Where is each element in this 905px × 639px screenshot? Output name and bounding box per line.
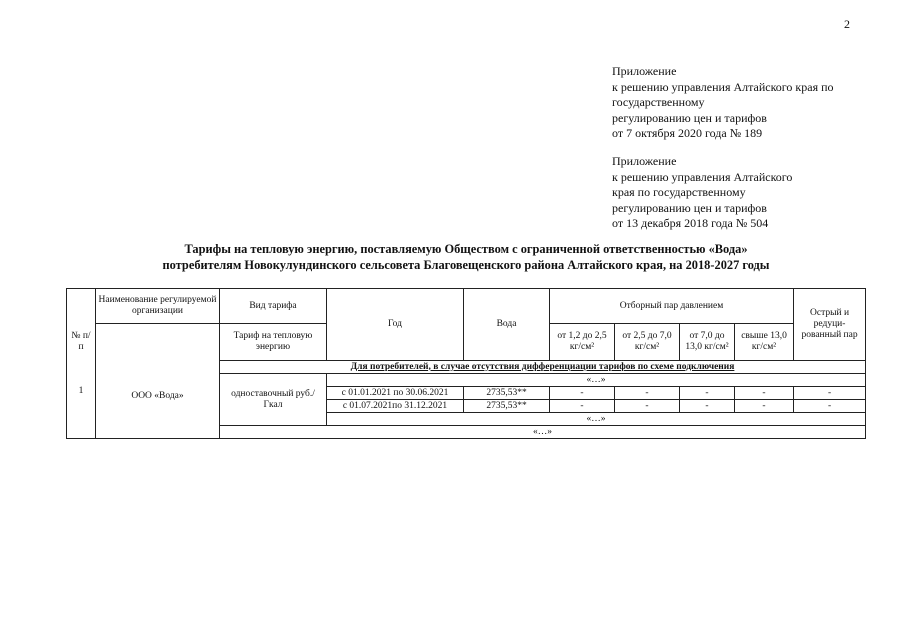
steam-2-cell: -	[615, 400, 680, 413]
section-heading: Для потребителей, в случае отсутствия дифференциации тарифов по схеме подключения	[220, 361, 866, 374]
header-steam-group: Отборный пар давлением	[550, 289, 794, 324]
tariff-kind: одноставочный руб./Гкал	[220, 374, 327, 426]
appendix-line: к решению управления Алтайского края по	[612, 79, 834, 94]
ellipsis-row: «…»	[327, 374, 866, 387]
org-name: ООО «Вода»	[131, 390, 184, 401]
water-cell: 2735,53**	[464, 400, 550, 413]
header-num: № п/п	[71, 330, 91, 352]
header-water: Вода	[464, 289, 550, 361]
steam-4-cell: -	[735, 400, 794, 413]
header-steam-2: от 2,5 до 7,0 кг/см²	[615, 324, 680, 361]
sharp-cell: -	[794, 400, 866, 413]
appendix-line: от 13 декабря 2018 года № 504	[612, 216, 769, 231]
header-steam-1: от 1,2 до 2,5 кг/см²	[550, 324, 615, 361]
ellipsis-row: «…»	[327, 413, 866, 426]
row-number: 1	[78, 385, 84, 396]
steam-2-cell: -	[615, 387, 680, 400]
appendix-note-2020	[612, 64, 834, 142]
steam-4-cell: -	[735, 387, 794, 400]
title-line: Тарифы на тепловую энергию, поставляемую Обществом с ограниченной ответственностью «Вода»	[184, 242, 748, 256]
header-year: Год	[327, 289, 464, 361]
org-name-cell	[96, 324, 220, 439]
appendix-line: Приложение	[612, 64, 677, 78]
header-steam-3: от 7,0 до 13,0 кг/см²	[680, 324, 735, 361]
steam-1-cell: -	[550, 400, 615, 413]
steam-1-cell: -	[550, 387, 615, 400]
header-org: Наименование регулируемой организации	[96, 289, 220, 324]
appendix-line: края по государственному	[612, 185, 746, 200]
appendix-note-2018	[612, 154, 792, 232]
steam-3-cell: -	[680, 387, 735, 400]
appendix-line: к решению управления Алтайского	[612, 169, 793, 184]
document-title	[66, 241, 866, 273]
header-tariff-heat: Тариф на тепловую энергию	[220, 324, 327, 361]
water-cell: 2735,53**	[464, 387, 550, 400]
row-number-cell	[67, 289, 96, 439]
page-number: 2	[844, 17, 850, 31]
appendix-line: регулированию цен и тарифов	[612, 200, 767, 215]
header-tariff-type: Вид тарифа	[220, 289, 327, 324]
appendix-line: от 7 октября 2020 года № 189	[612, 126, 763, 141]
header-sharp-steam: Острый и редуци-рованный пар	[794, 289, 866, 361]
steam-3-cell: -	[680, 400, 735, 413]
ellipsis-row: «…»	[220, 426, 866, 439]
tariff-table	[66, 288, 866, 439]
appendix-line: регулированию цен и тарифов	[612, 110, 767, 125]
appendix-line: Приложение	[612, 154, 677, 168]
period-cell: с 01.01.2021 по 30.06.2021	[327, 387, 464, 400]
title-line: потребителям Новокулундинского сельсовета Благовещенского района Алтайского края, на 2018-2027 годы	[162, 258, 770, 272]
period-cell: с 01.07.2021по 31.12.2021	[327, 400, 464, 413]
header-steam-4: свыше 13,0 кг/см²	[735, 324, 794, 361]
sharp-cell: -	[794, 387, 866, 400]
appendix-line: государственному	[612, 95, 705, 110]
